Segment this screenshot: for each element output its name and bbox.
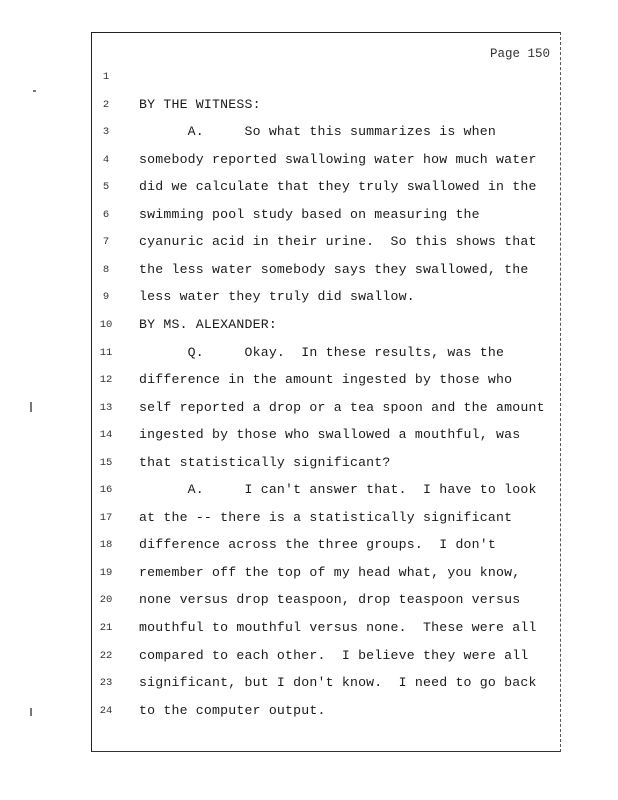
transcript-line: A. I can't answer that. I have to look (139, 482, 537, 497)
transcript-line: difference across the three groups. I don't (139, 537, 497, 552)
transcript-line: difference in the amount ingested by those who (139, 372, 513, 387)
transcript-line: less water they truly did swallow. (139, 289, 415, 304)
transcript-line: swimming pool study based on measuring the (139, 207, 480, 222)
transcript-line: the less water somebody says they swallowed, the (139, 262, 529, 277)
line-number: 7 (102, 236, 110, 248)
line-number: 16 (99, 484, 113, 496)
transcript-line: self reported a drop or a tea spoon and the amount (139, 400, 545, 415)
transcript-line: BY THE WITNESS: (139, 97, 261, 112)
transcript-line: BY MS. ALEXANDER: (139, 317, 277, 332)
transcript-line: that statistically significant? (139, 455, 391, 470)
line-number: 19 (99, 567, 113, 579)
line-number: 17 (99, 512, 113, 524)
line-number: 5 (102, 181, 110, 193)
line-number: 14 (99, 429, 113, 441)
scan-speck (33, 90, 36, 92)
transcript-line: cyanuric acid in their urine. So this shows that (139, 234, 537, 249)
page-number: Page 150 (490, 47, 551, 61)
transcript-line: compared to each other. I believe they were all (139, 648, 529, 663)
line-number: 9 (102, 291, 110, 303)
transcript-line: mouthful to mouthful versus none. These were all (139, 620, 537, 635)
line-number: 8 (102, 264, 110, 276)
transcript-line: to the computer output. (139, 703, 326, 718)
scan-speck (30, 402, 32, 412)
line-number: 11 (99, 347, 113, 359)
line-number: 13 (99, 402, 113, 414)
line-number: 23 (99, 677, 113, 689)
line-number: 4 (102, 154, 110, 166)
line-number: 12 (99, 374, 113, 386)
transcript-line: at the -- there is a statistically significant (139, 510, 513, 525)
transcript-line: somebody reported swallowing water how much water (139, 152, 537, 167)
line-number: 21 (99, 622, 113, 634)
line-number: 24 (99, 705, 113, 717)
line-number: 15 (99, 457, 113, 469)
transcript-line: remember off the top of my head what, you know, (139, 565, 521, 580)
page-border (91, 32, 561, 752)
line-number: 2 (102, 99, 110, 111)
line-number: 6 (102, 209, 110, 221)
transcript-line: none versus drop teaspoon, drop teaspoon versus (139, 592, 521, 607)
line-number: 20 (99, 594, 113, 606)
transcript-line: A. So what this summarizes is when (139, 124, 497, 139)
transcript-line: Q. Okay. In these results, was the (139, 345, 505, 360)
line-number: 22 (99, 650, 113, 662)
line-number: 3 (102, 126, 110, 138)
scan-speck (30, 708, 32, 716)
line-number: 18 (99, 539, 113, 551)
line-number: 1 (102, 71, 110, 83)
transcript-line: significant, but I don't know. I need to go back (139, 675, 537, 690)
line-number: 10 (99, 319, 113, 331)
transcript-line: ingested by those who swallowed a mouthful, was (139, 427, 521, 442)
transcript-line: did we calculate that they truly swallowed in the (139, 179, 537, 194)
